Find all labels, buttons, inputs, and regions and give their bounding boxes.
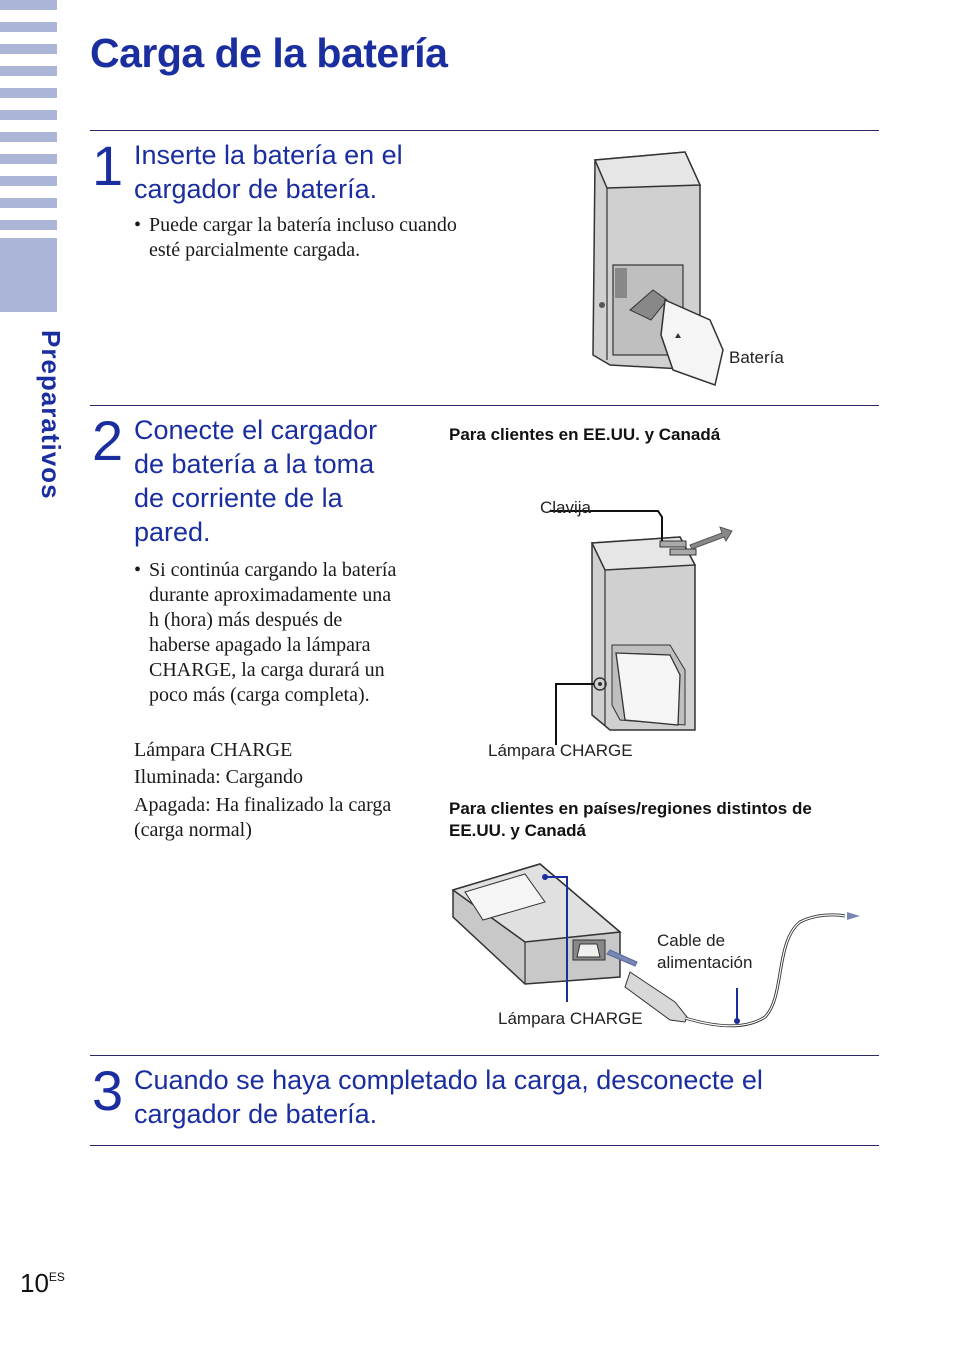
step-heading: Inserte la batería en el cargador de batería. xyxy=(134,140,403,204)
divider xyxy=(90,1055,879,1056)
step-bullet: • Si continúa cargando la batería durante aproximadamente una h (hora) más después de haberse apagado la lámpara CHARGE, la carga durará un poco más (carga completa). xyxy=(134,559,397,706)
lamp-on-status: Iluminada: Cargando xyxy=(134,766,304,788)
divider xyxy=(90,130,879,131)
intl-heading: Para clientes en países/regiones distintos de EE.UU. y Canadá xyxy=(449,799,812,840)
page-number: $10^{ES}$ xyxy=(20,1268,65,1298)
step-heading: Conecte el cargador de batería a la toma de corriente de la pared. xyxy=(134,415,378,547)
battery-label: Batería xyxy=(729,348,784,367)
divider xyxy=(90,405,879,406)
step-heading: Cuando se haya completado la carga, desconecte el cargador de batería. xyxy=(134,1065,763,1129)
side-tab-block xyxy=(0,238,57,312)
lamp-title: Lámpara CHARGE xyxy=(134,739,293,761)
lamp-label-us: Lámpara CHARGE xyxy=(488,741,633,760)
cable-label: Cable de alimentación xyxy=(657,931,753,972)
charger-battery-illustration xyxy=(585,150,735,395)
step-number: 3 xyxy=(92,1059,124,1122)
step-bullet: • Puede cargar la batería incluso cuando esté parcialmente cargada. xyxy=(134,214,457,261)
section-tab[interactable]: Preparativos xyxy=(36,330,66,500)
divider xyxy=(90,1145,879,1146)
lamp-label-intl: Lámpara CHARGE xyxy=(498,1009,643,1028)
step-number: 1 xyxy=(92,134,124,197)
lamp-off-status: Apagada: Ha finalizado la carga (carga normal) xyxy=(134,794,392,841)
page-title: Carga de la batería xyxy=(90,30,448,76)
us-heading: Para clientes en EE.UU. y Canadá xyxy=(449,425,721,444)
step-number: 2 xyxy=(92,409,124,472)
us-charger-illustration xyxy=(550,505,750,740)
plug-label: Clavija xyxy=(540,498,592,517)
